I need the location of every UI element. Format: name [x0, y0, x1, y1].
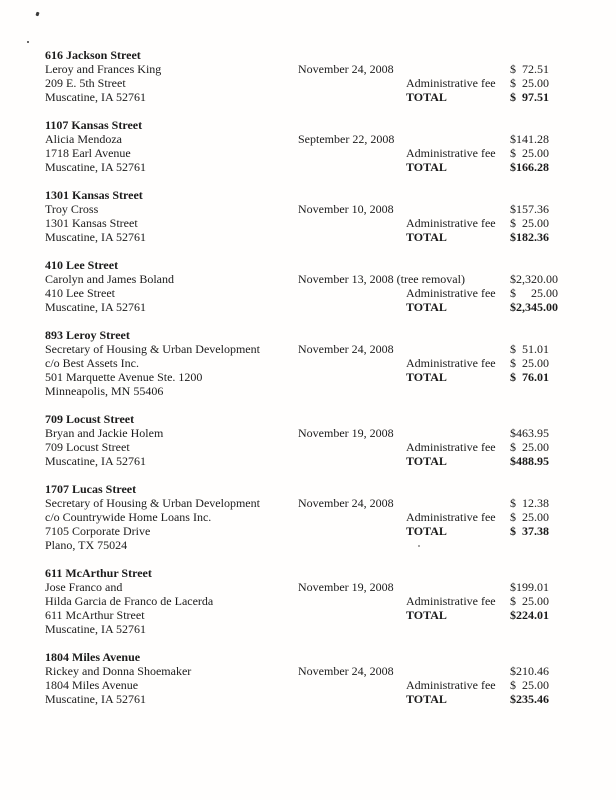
entry-row — [45, 384, 600, 398]
entry-row — [45, 524, 600, 538]
entry-row — [45, 90, 600, 104]
amount-value: $ 25.00 — [510, 76, 549, 90]
service-date — [298, 594, 406, 608]
street-address: 1107 Kansas Street — [45, 118, 143, 132]
amount-value: $ 25.00 — [510, 286, 558, 300]
fee-label — [406, 426, 510, 440]
amount-value: $199.01 — [510, 580, 549, 594]
owner-address-line: Muscatine, IA 52761 — [45, 454, 146, 468]
property-entry — [45, 566, 600, 636]
service-date: November 24, 2008 — [298, 496, 394, 510]
entries-list — [45, 48, 600, 720]
entry-row — [45, 356, 600, 370]
service-date — [298, 384, 406, 398]
street-address: 709 Locust Street — [45, 412, 135, 426]
entry-row — [45, 496, 600, 510]
fee-label — [406, 62, 510, 76]
service-date: November 13, 2008 (tree removal) — [298, 272, 465, 286]
entry-header-row — [45, 566, 600, 580]
fee-label — [406, 580, 510, 594]
property-entry — [45, 188, 600, 244]
owner-address-line: 709 Locust Street — [45, 440, 130, 454]
total-label: TOTAL — [406, 370, 447, 384]
entry-row — [45, 230, 600, 244]
entry-row — [45, 76, 600, 90]
owner-address-line: 611 McArthur Street — [45, 608, 145, 622]
owner-address-line: 1301 Kansas Street — [45, 216, 138, 230]
owner-address-line: Carolyn and James Boland — [45, 272, 174, 286]
amount-value: $ 25.00 — [510, 678, 549, 692]
service-date — [298, 538, 406, 552]
service-date: September 22, 2008 — [298, 132, 395, 146]
entry-row — [45, 678, 600, 692]
entry-row — [45, 132, 600, 146]
fee-label — [406, 384, 510, 398]
owner-address-line: Plano, TX 75024 — [45, 538, 128, 552]
owner-address-line: 1804 Miles Avenue — [45, 678, 139, 692]
scan-artifact-dot — [27, 41, 29, 43]
owner-address-line: 7105 Corporate Drive — [45, 524, 151, 538]
total-amount: $488.95 — [510, 454, 549, 468]
scan-artifact-mark — [35, 12, 39, 17]
property-entry — [45, 650, 600, 706]
service-date — [298, 160, 406, 174]
entry-header-row — [45, 188, 600, 202]
service-date — [298, 76, 406, 90]
amount-value: $ 25.00 — [510, 356, 549, 370]
entry-row — [45, 608, 600, 622]
entry-header-row — [45, 650, 600, 664]
total-label: TOTAL — [406, 692, 447, 706]
total-label: TOTAL — [406, 608, 447, 622]
service-date — [298, 300, 406, 314]
service-date — [298, 90, 406, 104]
amount-value: $141.28 — [510, 132, 549, 146]
service-date — [298, 524, 406, 538]
amount-value: $157.36 — [510, 202, 549, 216]
owner-address-line: 209 E. 5th Street — [45, 76, 126, 90]
service-date: November 10, 2008 — [298, 202, 394, 216]
total-amount: $224.01 — [510, 608, 549, 622]
total-amount: $182.36 — [510, 230, 549, 244]
owner-address-line: Muscatine, IA 52761 — [45, 230, 146, 244]
fee-label: Administrative fee — [406, 146, 496, 160]
fee-label: Administrative fee — [406, 76, 496, 90]
owner-address-line: 1718 Earl Avenue — [45, 146, 131, 160]
fee-label: Administrative fee — [406, 216, 496, 230]
fee-label — [406, 272, 510, 286]
property-entry — [45, 118, 600, 174]
service-date — [298, 356, 406, 370]
owner-address-line: Secretary of Housing & Urban Development — [45, 342, 260, 356]
fee-label: Administrative fee — [406, 356, 496, 370]
owner-address-line: Troy Cross — [45, 202, 99, 216]
fee-label — [406, 622, 510, 636]
owner-address-line: 501 Marquette Avenue Ste. 1200 — [45, 370, 203, 384]
owner-address-line: c/o Best Assets Inc. — [45, 356, 139, 370]
total-label: TOTAL — [406, 454, 447, 468]
street-address: 1301 Kansas Street — [45, 188, 143, 202]
owner-address-line: Muscatine, IA 52761 — [45, 300, 146, 314]
fee-label — [406, 132, 510, 146]
owner-address-line: Minneapolis, MN 55406 — [45, 384, 164, 398]
service-date — [298, 608, 406, 622]
entry-row — [45, 426, 600, 440]
property-entry — [45, 48, 600, 104]
owner-address-line: Muscatine, IA 52761 — [45, 90, 146, 104]
fee-label — [406, 538, 510, 552]
owner-address-line: Secretary of Housing & Urban Development — [45, 496, 260, 510]
property-entry — [45, 328, 600, 398]
service-date: November 19, 2008 — [298, 580, 394, 594]
entry-row — [45, 692, 600, 706]
amount-value: $ 25.00 — [510, 594, 549, 608]
entry-row — [45, 272, 600, 286]
entry-row — [45, 510, 600, 524]
service-date — [298, 622, 406, 636]
service-date — [298, 454, 406, 468]
total-amount: $ 97.51 — [510, 90, 549, 104]
amount-value: $ 25.00 — [510, 146, 549, 160]
amount-value: $ 51.01 — [510, 342, 549, 356]
service-date — [298, 692, 406, 706]
entry-row — [45, 146, 600, 160]
fee-label: Administrative fee — [406, 510, 496, 524]
amount-value: $210.46 — [510, 664, 549, 678]
service-date: November 24, 2008 — [298, 62, 394, 76]
fee-label: Administrative fee — [406, 440, 496, 454]
amount-value: $ 12.38 — [510, 496, 549, 510]
total-label: TOTAL — [406, 524, 447, 538]
entry-row — [45, 664, 600, 678]
owner-address-line: Hilda Garcia de Franco de Lacerda — [45, 594, 214, 608]
total-amount: $166.28 — [510, 160, 549, 174]
entry-header-row — [45, 118, 600, 132]
property-entry — [45, 482, 600, 552]
entry-header-row — [45, 328, 600, 342]
service-date — [298, 286, 406, 300]
service-date: November 19, 2008 — [298, 426, 394, 440]
total-amount: $ 37.38 — [510, 524, 549, 538]
fee-label — [406, 342, 510, 356]
entry-row — [45, 216, 600, 230]
owner-address-line: 410 Lee Street — [45, 286, 115, 300]
street-address: 616 Jackson Street — [45, 48, 141, 62]
entry-row — [45, 622, 600, 636]
service-date — [298, 510, 406, 524]
owner-address-line: Muscatine, IA 52761 — [45, 692, 146, 706]
service-date: November 24, 2008 — [298, 664, 394, 678]
total-amount: $235.46 — [510, 692, 549, 706]
total-amount: $ 76.01 — [510, 370, 549, 384]
fee-label — [406, 664, 510, 678]
entry-header-row — [45, 48, 600, 62]
service-date — [298, 678, 406, 692]
amount-value: $463.95 — [510, 426, 549, 440]
entry-row — [45, 202, 600, 216]
entry-row — [45, 440, 600, 454]
entry-header-row — [45, 258, 600, 272]
service-date — [298, 440, 406, 454]
total-label: TOTAL — [406, 160, 447, 174]
entry-row — [45, 594, 600, 608]
amount-value: $ 72.51 — [510, 62, 549, 76]
service-date — [298, 216, 406, 230]
amount-value: $ 25.00 — [510, 440, 549, 454]
owner-address-line: Alicia Mendoza — [45, 132, 122, 146]
owner-address-line: Rickey and Donna Shoemaker — [45, 664, 192, 678]
entry-row — [45, 62, 600, 76]
amount-value: $ 25.00 — [510, 510, 549, 524]
amount-value — [510, 622, 600, 636]
street-address: 611 McArthur Street — [45, 566, 152, 580]
entry-row — [45, 286, 600, 300]
amount-value: $ 25.00 — [510, 216, 549, 230]
owner-address-line: Muscatine, IA 52761 — [45, 622, 146, 636]
property-entry — [45, 258, 600, 314]
entry-row — [45, 342, 600, 356]
street-address: 1707 Lucas Street — [45, 482, 137, 496]
fee-label: Administrative fee — [406, 594, 496, 608]
entry-row — [45, 580, 600, 594]
service-date — [298, 146, 406, 160]
owner-address-line: Jose Franco and — [45, 580, 123, 594]
owner-address-line: Muscatine, IA 52761 — [45, 160, 146, 174]
service-date — [298, 370, 406, 384]
owner-address-line: Leroy and Frances King — [45, 62, 162, 76]
street-address: 1804 Miles Avenue — [45, 650, 141, 664]
owner-address-line: c/o Countrywide Home Loans Inc. — [45, 510, 212, 524]
entry-header-row — [45, 412, 600, 426]
service-date: November 24, 2008 — [298, 342, 394, 356]
entry-header-row — [45, 482, 600, 496]
street-address: 410 Lee Street — [45, 258, 119, 272]
total-label: TOTAL — [406, 230, 447, 244]
amount-value — [510, 384, 600, 398]
entry-row — [45, 300, 600, 314]
fee-label: Administrative fee — [406, 678, 496, 692]
property-entry — [45, 412, 600, 468]
entry-row — [45, 370, 600, 384]
entry-row — [45, 538, 600, 552]
total-label: TOTAL — [406, 90, 447, 104]
owner-address-line: Bryan and Jackie Holem — [45, 426, 164, 440]
amount-value — [510, 538, 600, 552]
service-date — [298, 230, 406, 244]
fee-label — [406, 496, 510, 510]
amount-value: $2,320.00 — [510, 272, 558, 286]
total-label: TOTAL — [406, 300, 447, 314]
entry-row — [45, 160, 600, 174]
fee-label — [406, 202, 510, 216]
fee-label: Administrative fee — [406, 286, 496, 300]
entry-row — [45, 454, 600, 468]
street-address: 893 Leroy Street — [45, 328, 130, 342]
total-amount: $2,345.00 — [510, 300, 558, 314]
